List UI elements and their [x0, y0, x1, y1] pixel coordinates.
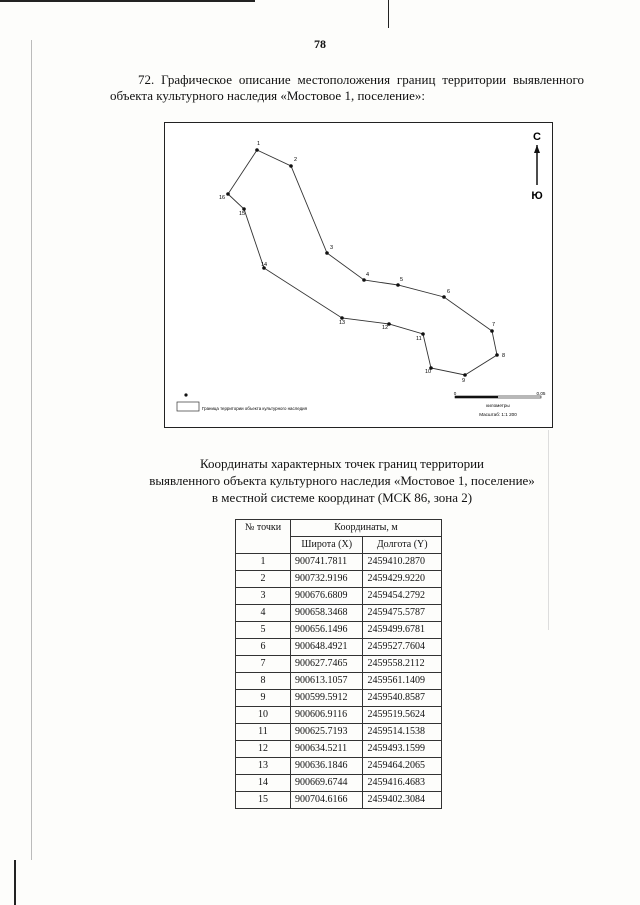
point-number-cell: 8 [236, 673, 291, 690]
latitude-cell: 900704.6166 [291, 792, 363, 809]
table-row [236, 622, 442, 639]
table-row [236, 775, 442, 792]
boundary-point-label: 13 [339, 320, 346, 326]
longitude-cell: 2459454.2792 [363, 588, 442, 605]
point-number-cell: 12 [236, 741, 291, 758]
boundary-point-label: 15 [239, 211, 246, 217]
point-number-cell: 3 [236, 588, 291, 605]
point-number-cell: 6 [236, 639, 291, 656]
boundary-point [421, 332, 425, 336]
latitude-cell: 900627.7465 [291, 656, 363, 673]
point-number-cell: 2 [236, 571, 291, 588]
boundary-point [255, 148, 259, 152]
boundary-point [362, 278, 366, 282]
legend-text: Граница территории объекта культурного наследия [202, 406, 307, 411]
boundary-polygon [228, 150, 497, 375]
section-number: 72. [138, 72, 155, 87]
scan-edge-mark [388, 0, 389, 28]
coordinates-table-body [236, 554, 442, 809]
col-point-header: № точки [236, 520, 291, 554]
coordinates-title-line2: выявленного объекта культурного наследия «Мостовое 1, поселение» [149, 473, 535, 488]
table-row [236, 707, 442, 724]
point-number-cell: 14 [236, 775, 291, 792]
boundary-point [495, 353, 499, 357]
section-text: Графическое описание местоположения границ территории выявленного объекта культурного наследия «Мостовое 1, поселение»: [110, 72, 584, 103]
section-heading [110, 72, 584, 104]
boundary-point-label: 10 [425, 369, 432, 375]
longitude-cell: 2459558.2112 [363, 656, 442, 673]
table-row [236, 690, 442, 707]
point-number-cell: 5 [236, 622, 291, 639]
boundary-point-label: 11 [416, 336, 422, 342]
point-number-cell: 9 [236, 690, 291, 707]
table-row [236, 605, 442, 622]
north-arrow-icon [534, 145, 540, 153]
boundary-point [226, 192, 230, 196]
scale-end: 0.05 [536, 391, 546, 396]
latitude-cell: 900676.6809 [291, 588, 363, 605]
scale-start: 0 [453, 391, 457, 396]
page-number: 78 [314, 37, 326, 51]
boundary-map [164, 122, 553, 428]
boundary-point [463, 373, 467, 377]
longitude-cell: 2459429.9220 [363, 571, 442, 588]
boundary-point-label: 4 [366, 272, 370, 278]
table-row [236, 724, 442, 741]
longitude-cell: 2459475.5787 [363, 605, 442, 622]
scale-bar-segment [455, 396, 498, 398]
longitude-cell: 2459410.2870 [363, 554, 442, 571]
coordinates-title-line1: Координаты характерных точек границ территории [200, 456, 484, 471]
point-number-cell: 1 [236, 554, 291, 571]
latitude-cell: 900599.5912 [291, 690, 363, 707]
longitude-cell: 2459561.1409 [363, 673, 442, 690]
latitude-cell: 900625.7193 [291, 724, 363, 741]
table-row [236, 792, 442, 809]
longitude-cell: 2459519.5624 [363, 707, 442, 724]
latitude-cell: 900732.9196 [291, 571, 363, 588]
boundary-point-label: 7 [492, 322, 496, 328]
latitude-cell: 900648.4921 [291, 639, 363, 656]
scan-edge-left-dark [14, 860, 16, 905]
boundary-map-svg [165, 123, 552, 427]
table-row [236, 656, 442, 673]
south-label: Ю [531, 190, 543, 202]
latitude-cell: 900656.1496 [291, 622, 363, 639]
longitude-cell: 2459527.7604 [363, 639, 442, 656]
coordinates-title-line3: в местной системе координат (МСК 86, зона 2) [211, 490, 473, 505]
boundary-point-label: 14 [261, 262, 268, 268]
col-lat-header: Широта (X) [291, 537, 363, 554]
coordinates-table [235, 519, 442, 809]
boundary-point-label: 8 [502, 353, 506, 359]
scan-edge-top [0, 0, 255, 2]
longitude-cell: 2459499.6781 [363, 622, 442, 639]
table-row [236, 741, 442, 758]
point-number-cell: 11 [236, 724, 291, 741]
boundary-point [442, 295, 446, 299]
boundary-points [219, 141, 505, 384]
boundary-point-label: 12 [382, 325, 389, 331]
longitude-cell: 2459540.8587 [363, 690, 442, 707]
longitude-cell: 2459402.3084 [363, 792, 442, 809]
col-coords-header: Координаты, м [291, 520, 442, 537]
coordinates-title [100, 455, 584, 506]
boundary-point-label: 9 [462, 378, 466, 384]
latitude-cell: 900669.6744 [291, 775, 363, 792]
legend-swatch [177, 402, 199, 411]
boundary-point [396, 283, 400, 287]
point-number-cell: 10 [236, 707, 291, 724]
scale-ratio: Масштаб: 1:1 200 [479, 412, 517, 417]
boundary-point [289, 164, 293, 168]
col-lon-header: Долгота (Y) [363, 537, 442, 554]
boundary-point [490, 329, 494, 333]
boundary-point [325, 251, 329, 255]
table-row [236, 588, 442, 605]
point-number-cell: 4 [236, 605, 291, 622]
longitude-cell: 2459514.1538 [363, 724, 442, 741]
point-number-cell: 13 [236, 758, 291, 775]
longitude-cell: 2459464.2065 [363, 758, 442, 775]
boundary-point-label: 16 [219, 195, 226, 201]
table-row [236, 673, 442, 690]
latitude-cell: 900613.1057 [291, 673, 363, 690]
longitude-cell: 2459493.1599 [363, 741, 442, 758]
boundary-point-label: 2 [294, 157, 298, 163]
latitude-cell: 900606.9116 [291, 707, 363, 724]
scan-edge-left [31, 40, 32, 860]
latitude-cell: 900634.5211 [291, 741, 363, 758]
point-number-cell: 15 [236, 792, 291, 809]
table-row [236, 758, 442, 775]
latitude-cell: 900658.3468 [291, 605, 363, 622]
boundary-point-label: 5 [400, 277, 404, 283]
table-row [236, 639, 442, 656]
point-number-cell: 7 [236, 656, 291, 673]
boundary-point-label: 3 [330, 245, 334, 251]
table-row [236, 571, 442, 588]
latitude-cell: 900741.7811 [291, 554, 363, 571]
scale-unit: километры [486, 403, 510, 408]
boundary-point-label: 6 [447, 289, 451, 295]
table-row [236, 554, 442, 571]
legend-point-icon [184, 393, 187, 396]
latitude-cell: 900636.1846 [291, 758, 363, 775]
north-label: С [533, 131, 541, 143]
boundary-point-label: 1 [257, 141, 261, 147]
longitude-cell: 2459416.4683 [363, 775, 442, 792]
